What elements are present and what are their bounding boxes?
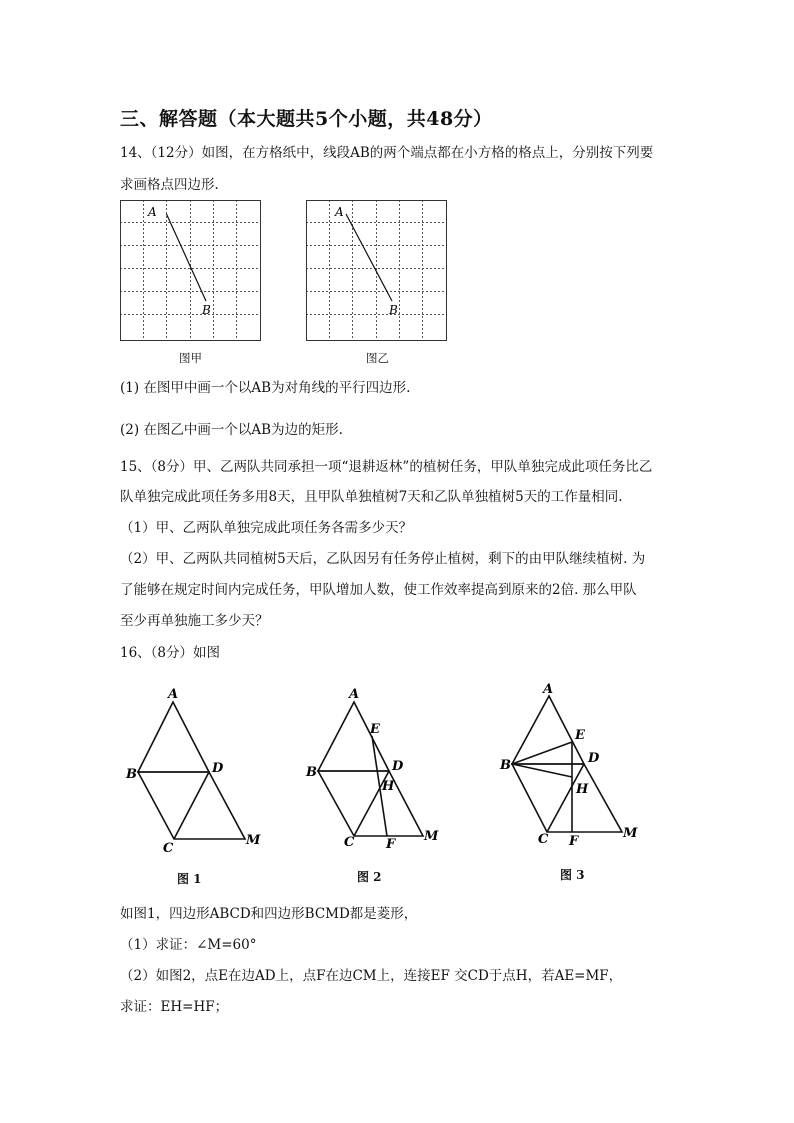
segment-ab	[167, 214, 207, 301]
figure-3	[496, 682, 646, 861]
fig1-caption: 图 1	[177, 872, 202, 886]
q16-part1: （1）求证：∠M=60°	[120, 937, 257, 953]
label-a: A	[543, 682, 554, 697]
point-b-label: B	[202, 303, 211, 317]
label-e: E	[370, 722, 380, 737]
section-title: 三、解答题（本大题共5个小题，共48分）	[120, 108, 493, 130]
label-b: B	[126, 767, 137, 782]
fig2-caption: 图 2	[357, 870, 382, 884]
q15-line2: 队单独完成此项任务多用8天，且甲队单独植树7天和乙队单独植树5天的工作量相同.	[120, 489, 623, 505]
label-f: F	[569, 834, 579, 849]
label-m: M	[424, 829, 439, 844]
q15-part2-line3: 至少再单独施工多少天？	[120, 613, 269, 629]
label-a: A	[349, 688, 360, 702]
q16-intro: 如图1，四边形ABCD和四边形BCMD都是菱形，	[120, 906, 418, 922]
q15-line1: 15、（8分）甲、乙两队共同承担一项“退耕返林”的植树任务，甲队单独完成此项任务比乙	[120, 459, 653, 475]
figure-1	[118, 688, 278, 862]
grid-figure-a	[120, 200, 262, 342]
q16-part2-line2: 求证：EH=HF；	[120, 999, 229, 1015]
label-b: B	[306, 765, 317, 780]
q14-line1: 14、（12分）如图，在方格纸中，线段AB的两个端点都在小方格的格点上，分别按下列要	[120, 145, 654, 161]
label-c: C	[163, 841, 174, 856]
fig-a-caption: 图甲	[179, 351, 202, 365]
q15-part1: （1）甲、乙两队单独完成此项任务各需多少天？	[120, 520, 413, 536]
q15-part2-line1: （2）甲、乙两队共同植树5天后，乙队因另有任务停止植树，剩下的由甲队继续植树. 为	[120, 551, 646, 567]
label-m: M	[246, 833, 261, 848]
label-b: B	[500, 758, 511, 773]
point-b-label: B	[389, 303, 398, 317]
label-d: D	[392, 759, 404, 774]
figure-2	[300, 688, 450, 862]
label-m: M	[623, 826, 638, 841]
q14-part2: (2) 在图乙中画一个以AB为边的矩形.	[120, 422, 343, 438]
q15-part2-line2: 了能够在规定时间内完成任务，甲队增加人数，使工作效率提高到原来的2倍. 那么甲队	[120, 582, 637, 598]
q16-part2-line1: （2）如图2，点E在边AD上，点F在边CM上，连接EF 交CD于点H，若AE=MF，	[120, 968, 623, 984]
point-a-label: A	[148, 205, 157, 219]
label-e: E	[575, 728, 585, 743]
label-c: C	[344, 835, 355, 850]
q14-part1: (1) 在图甲中画一个以AB为对角线的平行四边形.	[120, 380, 411, 396]
label-a: A	[168, 688, 179, 702]
label-d: D	[212, 761, 224, 776]
label-h: H	[382, 779, 395, 794]
label-d: D	[588, 751, 600, 766]
fig-b-caption: 图乙	[366, 351, 389, 365]
point-a-label: A	[335, 205, 344, 219]
label-h: H	[576, 782, 589, 797]
q16-line1: 16、（8分）如图	[120, 645, 221, 661]
label-f: F	[386, 837, 396, 852]
label-c: C	[538, 832, 549, 847]
fig3-caption: 图 3	[560, 868, 585, 882]
q14-line2: 求画格点四边形.	[120, 177, 219, 193]
grid-figure-b	[306, 200, 448, 342]
